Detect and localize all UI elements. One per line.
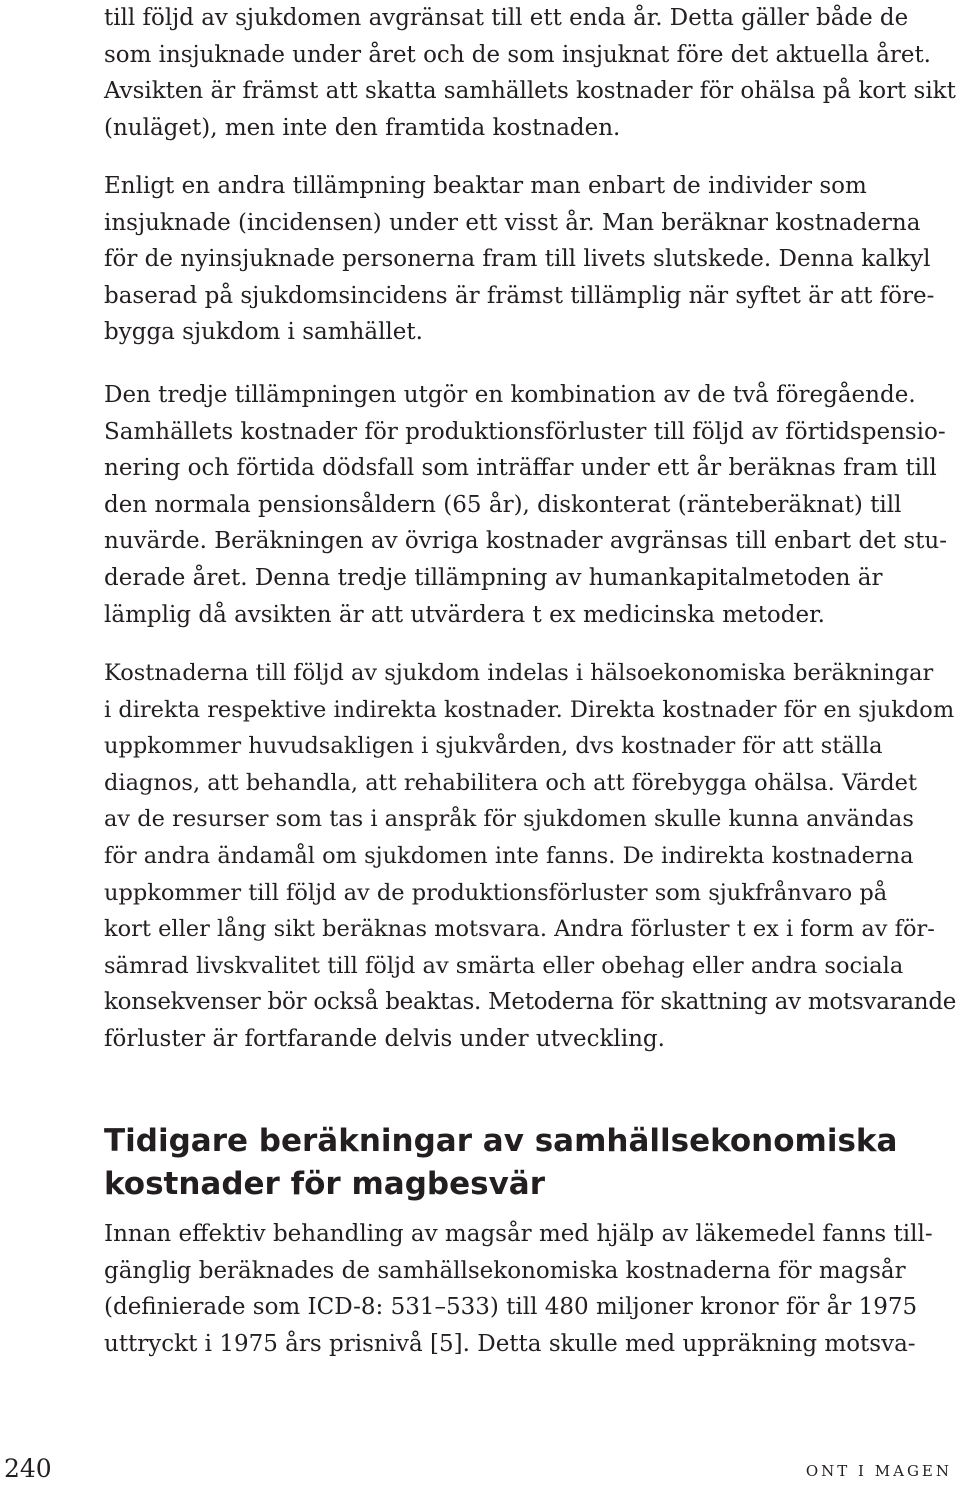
text-line: bygga sjukdom i samhället.	[104, 319, 423, 346]
text-line: gänglig beräknades de samhällsekonomiska kostnaderna för magsår	[104, 1257, 906, 1284]
body-paragraph-3	[104, 377, 947, 633]
page-number: 240	[4, 1454, 52, 1483]
text-line: i direkta respektive indirekta kostnader. Direkta kostnader för en sjukdom	[104, 696, 955, 723]
text-line: nering och förtida dödsfall som inträffar under ett år beräknas fram till	[104, 455, 937, 482]
heading-line: kostnader för magbesvär	[104, 1166, 545, 1202]
text-line: Avsikten är främst att skatta samhällets kostnader för ohälsa på kort sikt	[104, 78, 956, 105]
text-line: till följd av sjukdomen avgränsat till ett enda år. Detta gäller både de	[104, 5, 909, 31]
body-paragraph-4	[104, 655, 956, 1058]
text-line: kort eller lång sikt beräknas motsvara. Andra förluster t ex i form av för-	[104, 916, 935, 943]
text-line: Kostnaderna till följd av sjukdom indelas i hälsoekonomiska beräkningar	[104, 660, 934, 686]
section-heading	[104, 1120, 897, 1206]
text-line: konsekvenser bör också beaktas. Metoderna för skattning av motsvarande	[104, 989, 957, 1016]
text-line: som insjuknade under året och de som insjuknat före det aktuella året.	[104, 41, 931, 68]
text-line: Samhällets kostnader för produktionsförluster till följd av förtidspensio-	[104, 418, 946, 445]
text-line: Innan effektiv behandling av magsår med hjälp av läkemedel fanns till-	[104, 1221, 933, 1247]
text-line: den normala pensionsåldern (65 år), diskonterat (ränteberäknat) till	[104, 491, 902, 518]
text-line: för andra ändamål om sjukdomen inte fanns. De indirekta kostnaderna	[104, 842, 914, 869]
body-paragraph-1	[104, 0, 956, 146]
text-line: uppkommer till följd av de produktionsförluster som sjukfrånvaro på	[104, 879, 888, 906]
text-line: lämplig då avsikten är att utvärdera t ex medicinska metoder.	[104, 601, 825, 628]
body-paragraph-5	[104, 1216, 933, 1362]
running-footer-title: ONT I MAGEN	[805, 1462, 952, 1480]
text-line: diagnos, att behandla, att rehabilitera och att förebygga ohälsa. Värdet	[104, 769, 918, 796]
text-line: insjuknade (incidensen) under ett visst år. Man beräknar kostnaderna	[104, 209, 921, 236]
text-line: Enligt en andra tillämpning beaktar man enbart de individer som	[104, 173, 867, 199]
text-line: av de resurser som tas i anspråk för sjukdomen skulle kunna användas	[104, 806, 914, 833]
text-line: förluster är fortfarande delvis under utveckling.	[104, 1025, 665, 1052]
body-paragraph-2	[104, 168, 934, 351]
heading-line: Tidigare beräkningar av samhällsekonomiska	[104, 1123, 898, 1159]
text-line: baserad på sjukdomsincidens är främst tillämplig när syftet är att före-	[104, 282, 935, 309]
text-line: (definierade som ICD-8: 531–533) till 480 miljoner kronor för år 1975	[104, 1294, 918, 1321]
text-line: nuvärde. Beräkningen av övriga kostnader avgränsas till enbart det stu-	[104, 528, 947, 555]
text-line: Den tredje tillämpningen utgör en kombination av de två föregående.	[104, 382, 916, 408]
text-line: sämrad livskvalitet till följd av smärta eller obehag eller andra sociala	[104, 952, 904, 979]
text-line: för de nyinsjuknade personerna fram till livets slutskede. Denna kalkyl	[104, 246, 931, 273]
text-line: derade året. Denna tredje tillämpning av humankapitalmetoden är	[104, 564, 883, 591]
text-line: uttryckt i 1975 års prisnivå [5]. Detta skulle med uppräkning motsva-	[104, 1330, 916, 1357]
text-line: uppkommer huvudsakligen i sjukvården, dvs kostnader för att ställa	[104, 733, 883, 760]
text-line: (nuläget), men inte den framtida kostnaden.	[104, 114, 621, 141]
